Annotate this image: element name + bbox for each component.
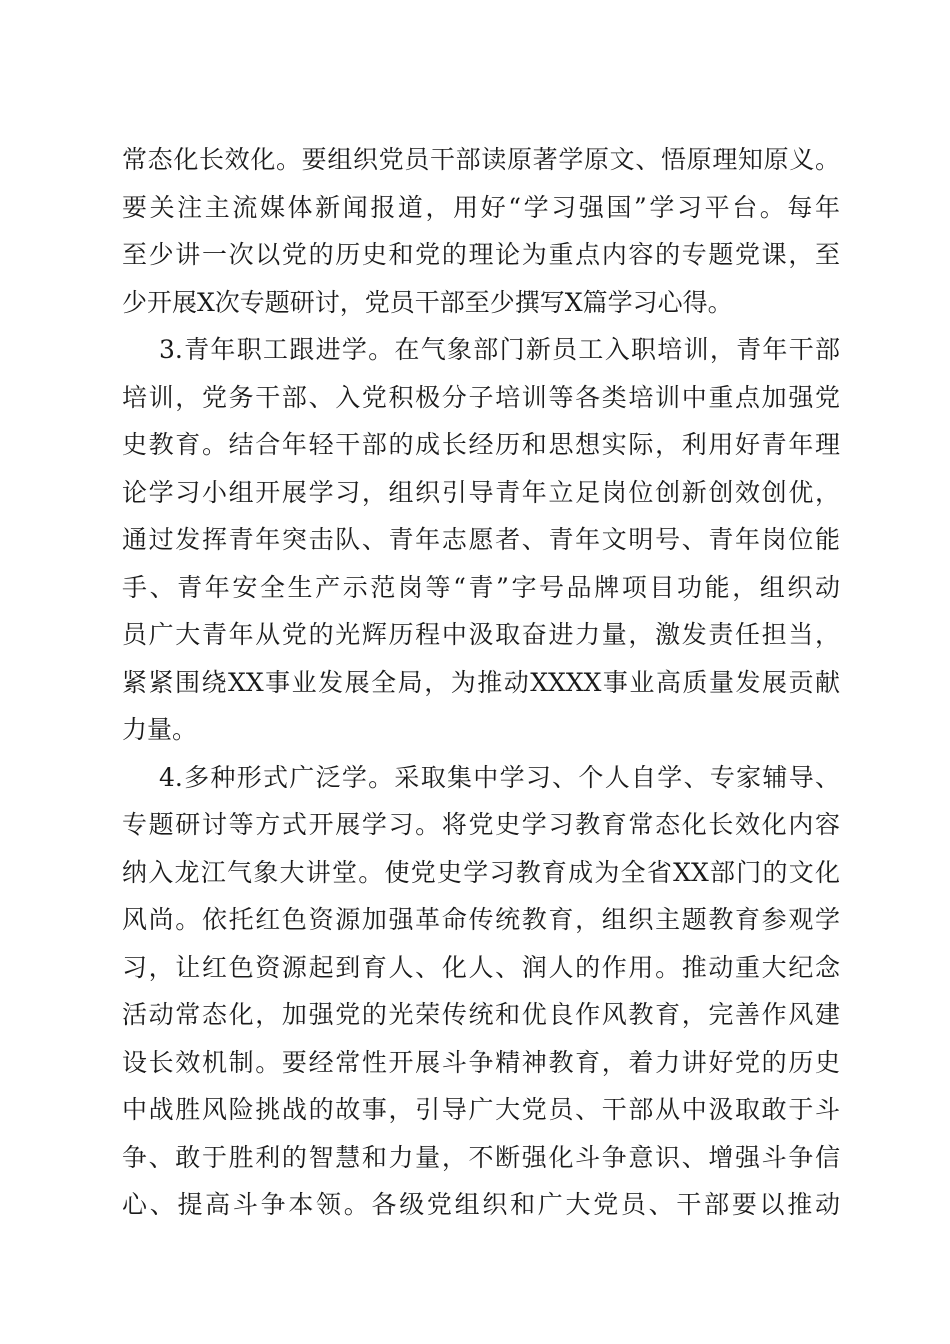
text-line: 至少讲一次以党的历史和党的理论为重点内容的专题党课，至 xyxy=(122,240,840,269)
paragraph-3-heading-line: 3.青年职工跟进学。在气象部门新员工入职培训，青年干部 xyxy=(159,335,840,364)
text-line: 心、提高斗争本领。各级党组织和广大党员、干部要以推动 xyxy=(122,1190,840,1219)
text-line: 活动常态化，加强党的光荣传统和优良作风教育，完善作风建 xyxy=(122,1000,840,1029)
text-line: 少开展X次专题研讨，党员干部至少撰写X篇学习心得。 xyxy=(122,287,733,317)
text-line: 争、敢于胜利的智慧和力量，不断强化斗争意识、增强斗争信 xyxy=(122,1142,840,1172)
text-line: 紧紧围绕XX事业发展全局，为推动XXXX事业高质量发展贡献 xyxy=(122,667,840,697)
text-line: 史教育。结合年轻干部的成长经历和思想实际，利用好青年理 xyxy=(122,430,840,459)
text-line: 习，让红色资源起到育人、化人、润人的作用。推动重大纪念 xyxy=(122,952,840,982)
text-line: 风尚。依托红色资源加强革命传统教育，组织主题教育参观学 xyxy=(122,905,840,934)
paragraph-4-heading-line: 4.多种形式广泛学。采取集中学习、个人自学、专家辅导、 xyxy=(159,762,840,792)
text-line: 员广大青年从党的光辉历程中汲取奋进力量，激发责任担当， xyxy=(122,620,840,649)
text-line: 纳入龙江气象大讲堂。使党史学习教育成为全省XX部门的文化 xyxy=(122,857,840,887)
text-line: 常态化长效化。要组织党员干部读原著学原文、悟原理知原义。 xyxy=(122,145,840,174)
text-line: 力量。 xyxy=(122,715,198,744)
text-line: 通过发挥青年突击队、青年志愿者、青年文明号、青年岗位能 xyxy=(122,525,840,554)
document-body xyxy=(122,136,840,1229)
text-line: 中战胜风险挑战的故事，引导广大党员、干部从中汲取敢于斗 xyxy=(122,1095,840,1124)
text-line: 培训，党务干部、入党积极分子培训等各类培训中重点加强党 xyxy=(122,382,840,412)
text-line: 论学习小组开展学习，组织引导青年立足岗位创新创效创优， xyxy=(122,477,840,507)
text-line: 要关注主流媒体新闻报道，用好“学习强国”学习平台。每年 xyxy=(122,192,840,222)
text-line: 专题研讨等方式开展学习。将党史学习教育常态化长效化内容 xyxy=(122,810,840,839)
text-line: 设长效机制。要经常性开展斗争精神教育，着力讲好党的历史 xyxy=(122,1047,840,1077)
text-line: 手、青年安全生产示范岗等“青”字号品牌项目功能，组织动 xyxy=(122,572,840,602)
